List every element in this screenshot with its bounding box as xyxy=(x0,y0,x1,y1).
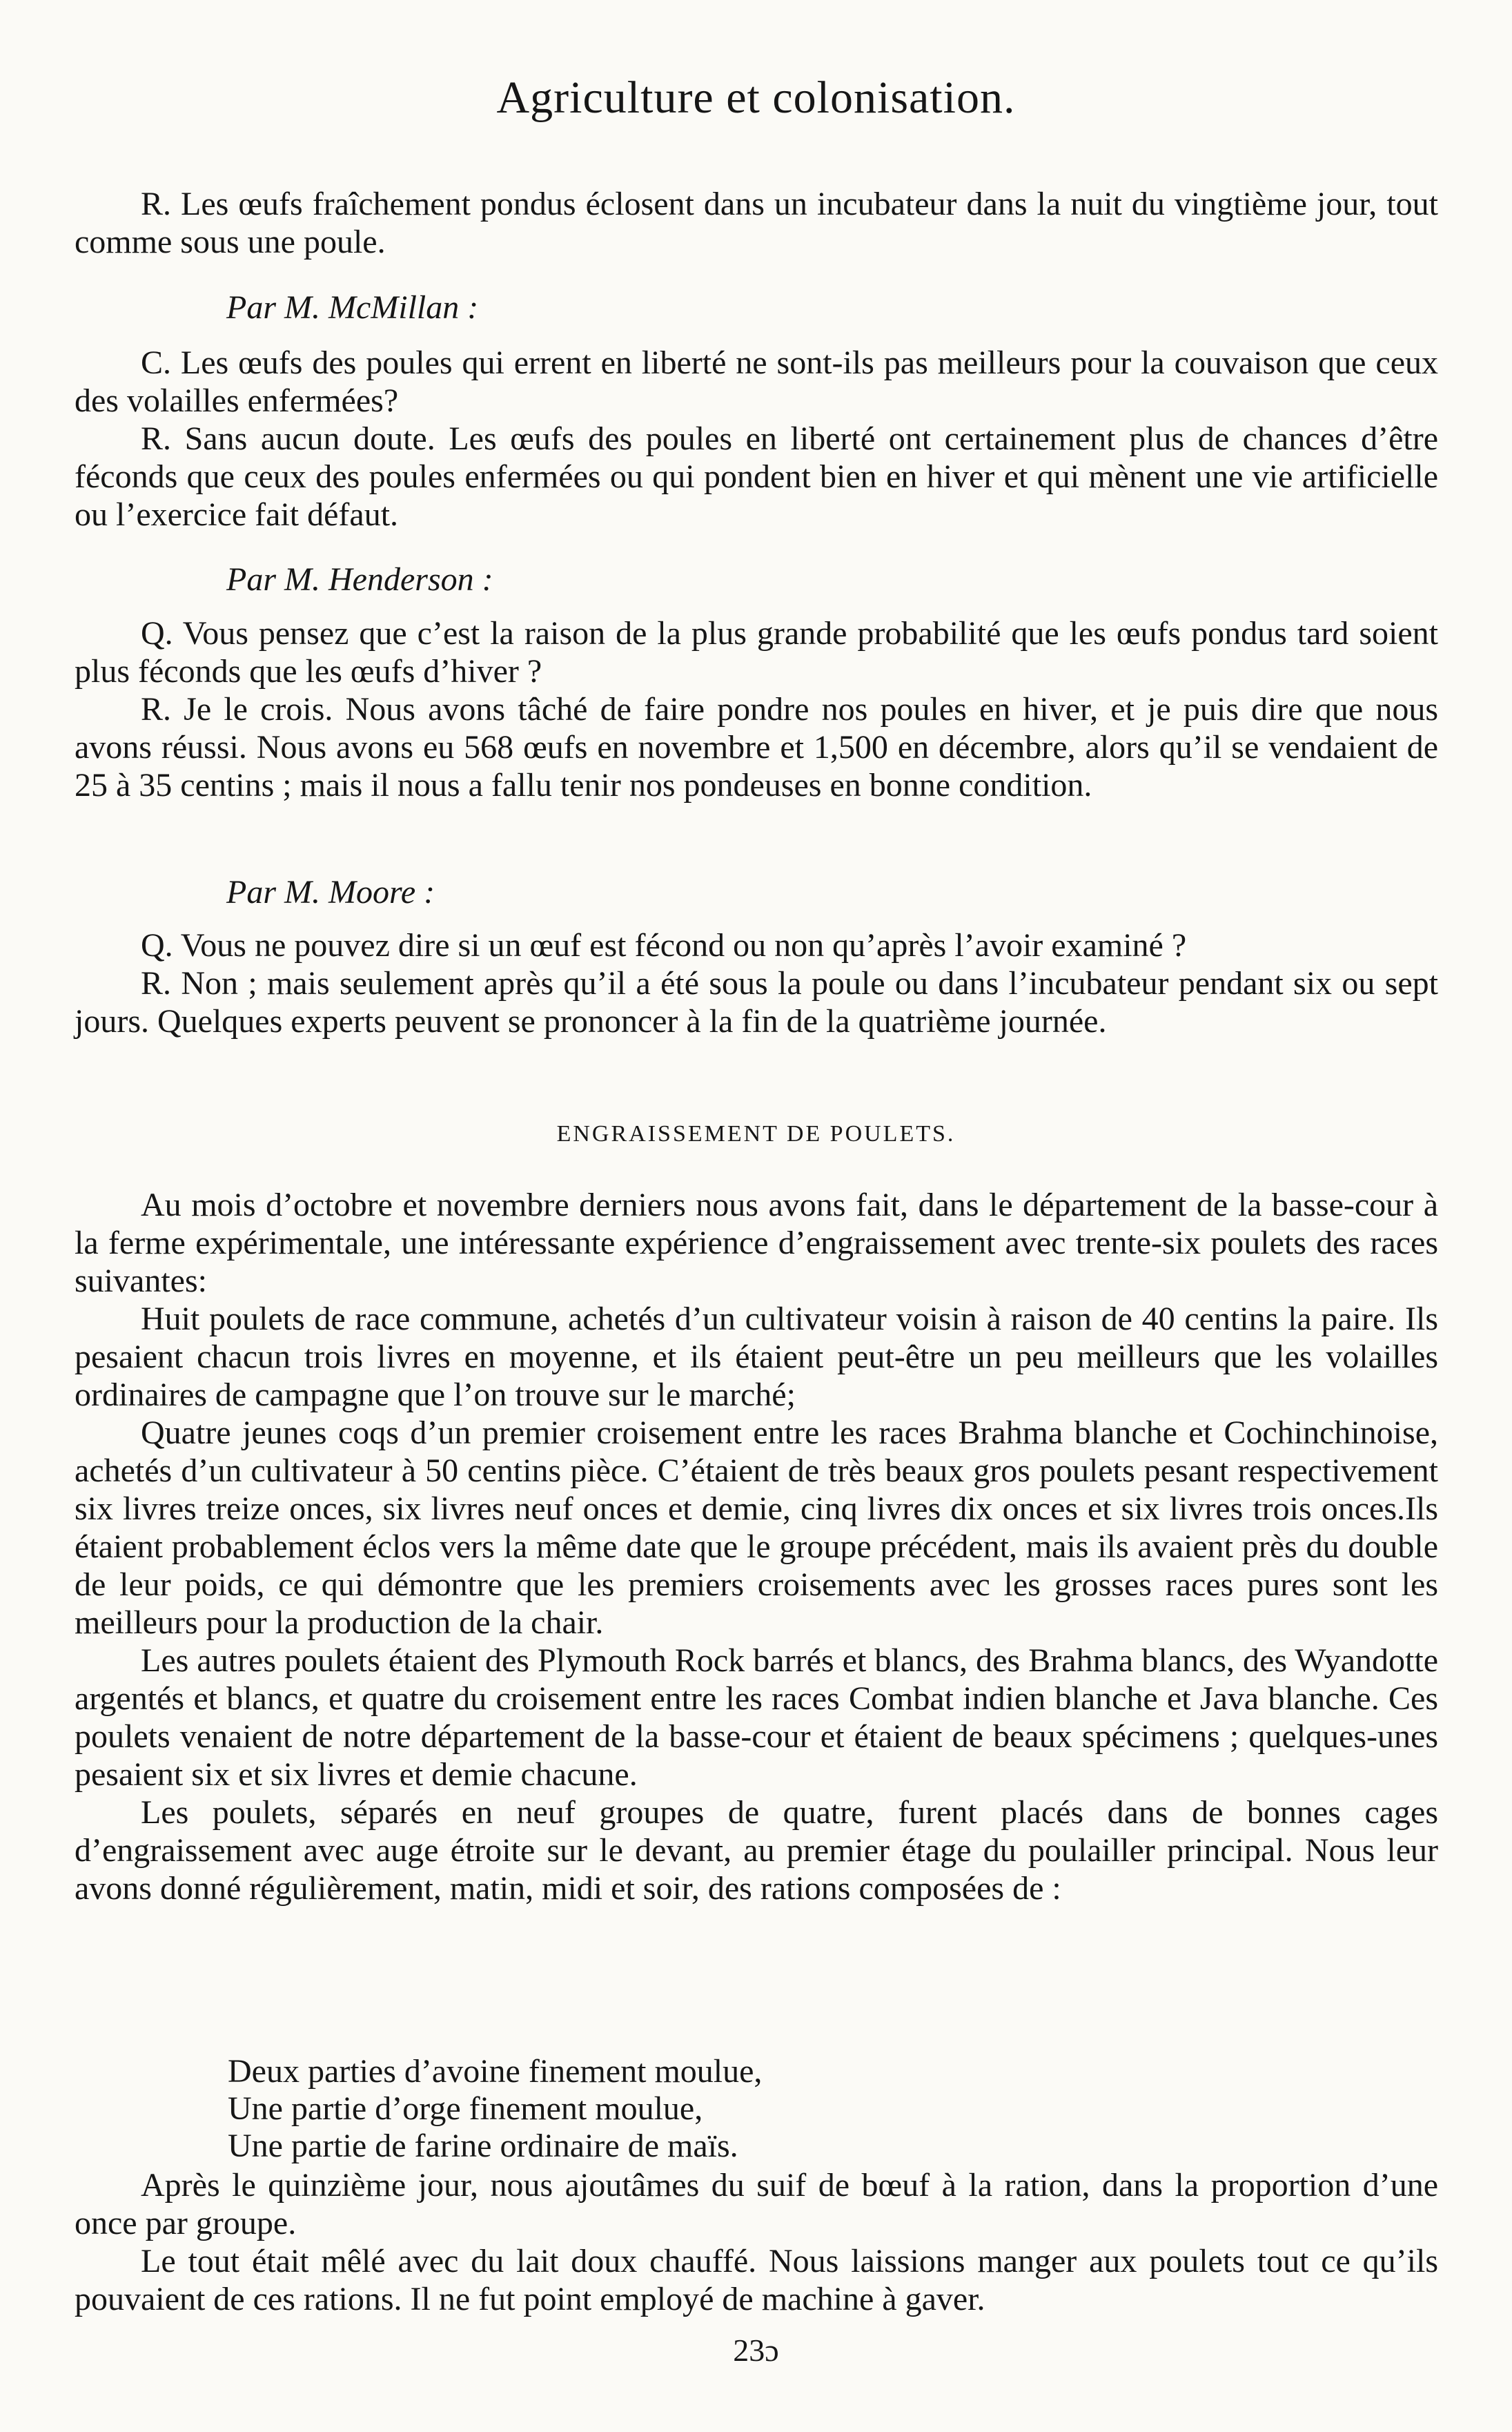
body-paragraph: Après le quinzième jour, nous ajoutâmes du suif de bœuf à la ration, dans la proportion d’une once par groupe. xyxy=(75,2167,1438,2241)
exchange-mcmillan xyxy=(75,344,1438,534)
exchange-henderson xyxy=(75,614,1438,804)
section-title: ENGRAISSEMENT DE POULETS. xyxy=(556,1121,956,1147)
ration-list-item: Une partie de farine ordinaire de maïs. xyxy=(228,2128,738,2164)
body-paragraph: Quatre jeunes coqs d’un premier croisement entre les races Brahma blanche et Cochinchinoise, achetés d’un cultivateur à 50 centins pièce. C’étaient de très beaux gros poulets pesant respectivement six livres treize onces, six livres neuf onces et demie, cinq livres dix onces et six livres trois onces.Ils étaient probablement éclos vers la même date que le groupe précédent, mais ils avaient près du double de leur poids, ce qui démontre que les premiers croisements avec les grosses races pures sont les meilleurs pour la production de la chair. xyxy=(75,1414,1438,1641)
body-paragraph: Huit poulets de race commune, achetés d’un cultivateur voisin à raison de 40 centins la paire. Ils pesaient chacun trois livres en moyenne, et ils étaient peut-être un peu meilleurs que les volailles ordinaires de campagne que l’on trouve sur le marché; xyxy=(75,1301,1438,1413)
running-head: Agriculture et colonisation. xyxy=(496,72,1016,123)
ration-list-item: Deux parties d’avoine finement moulue, xyxy=(228,2053,763,2090)
speaker-heading-moore: Par M. Moore : xyxy=(226,874,435,911)
answer-paragraph: R. Je le crois. Nous avons tâché de faire pondre nos poules en hiver, et je puis dire que nous avons réussi. Nous avons eu 568 œufs en novembre et 1,500 en décembre, alors qu’il se vendaient de 25 à 35 centins ; mais il nous a fallu tenir nos pondeuses en bonne condition. xyxy=(75,691,1438,804)
answer-paragraph: R. Les œufs fraîchement pondus éclosent dans un incubateur dans la nuit du vingtième jour, tout comme sous une poule. xyxy=(75,186,1438,260)
section-body-before-list xyxy=(75,1186,1438,1907)
body-paragraph: Le tout était mêlé avec du lait doux chauffé. Nous laissions manger aux poulets tout ce qu’ils pouvaient de ces rations. Il ne fut point employé de machine à gaver. xyxy=(75,2243,1438,2317)
ration-list xyxy=(228,2053,762,2165)
section-body-after-list xyxy=(75,2166,1438,2318)
ration-list-item: Une partie d’orge finement moulue, xyxy=(228,2090,703,2127)
opening-answer-block xyxy=(75,185,1438,261)
body-paragraph: Les autres poulets étaient des Plymouth Rock barrés et blancs, des Brahma blancs, des Wyandotte argentés et blancs, et quatre du croisement entre les races Combat indien blanche et Java blanche. Ces poulets venaient de notre département de la basse-cour et étaient de beaux spécimens ; quelques-unes pesaient six et six livres et demie chacune. xyxy=(75,1642,1438,1793)
answer-paragraph: R. Sans aucun doute. Les œufs des poules en liberté ont certainement plus de chances d’être féconds que ceux des poules enfermées ou qui pondent bien en hiver et qui mènent une vie artificielle ou l’exercice fait défaut. xyxy=(75,420,1438,533)
question-paragraph: Q. Vous pensez que c’est la raison de la plus grande probabilité que les œufs pondus tard soient plus féconds que les œufs d’hiver ? xyxy=(75,615,1438,690)
speaker-heading-mcmillan: Par M. McMillan : xyxy=(226,289,479,326)
page-number: 23ɔ xyxy=(733,2333,779,2368)
exchange-moore xyxy=(75,926,1438,1040)
answer-paragraph: R. Non ; mais seulement après qu’il a été sous la poule ou dans l’incubateur pendant six ou sept jours. Quelques experts peuvent se prononcer à la fin de la quatrième journée. xyxy=(75,965,1438,1040)
question-paragraph: Q. Vous ne pouvez dire si un œuf est fécond ou non qu’après l’avoir examiné ? xyxy=(141,927,1187,964)
body-paragraph: Au mois d’octobre et novembre derniers nous avons fait, dans le département de la basse-cour à la ferme expérimentale, une intéressante expérience d’engraissement avec trente-six poulets des races suivantes: xyxy=(75,1187,1438,1299)
question-paragraph: C. Les œufs des poules qui errent en liberté ne sont-ils pas meilleurs pour la couvaison que ceux des volailles enfermées? xyxy=(75,344,1438,419)
speaker-heading-henderson: Par M. Henderson : xyxy=(226,561,493,598)
body-paragraph: Les poulets, séparés en neuf groupes de quatre, furent placés dans de bonnes cages d’engraissement avec auge étroite sur le devant, au premier étage du poulailler principal. Nous leur avons donné régulièrement, matin, midi et soir, des rations composées de : xyxy=(75,1794,1438,1907)
